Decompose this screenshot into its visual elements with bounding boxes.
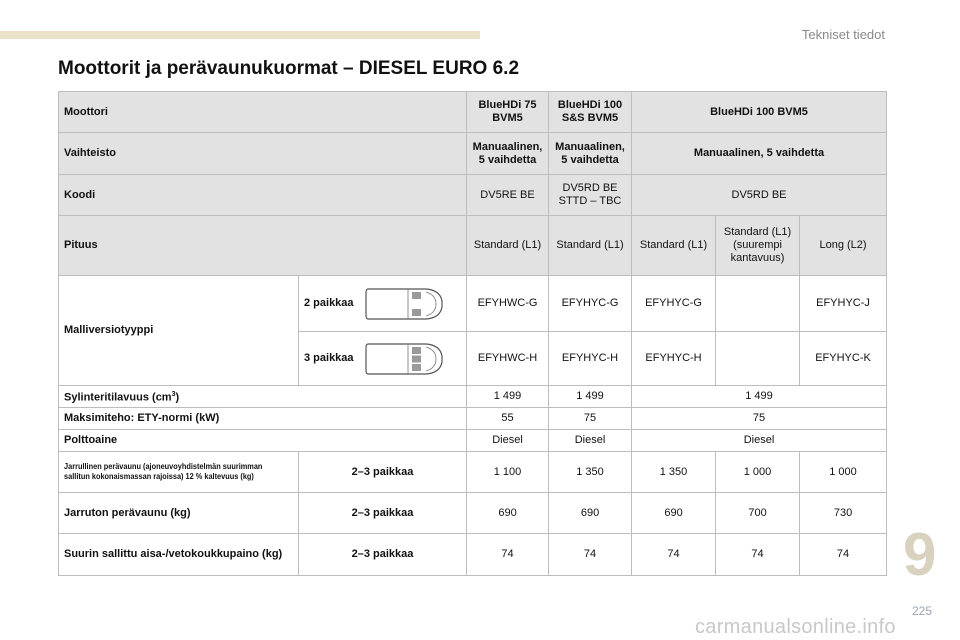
unbraked-col2: 690 <box>549 493 632 534</box>
model-row-2-seats <box>59 276 887 332</box>
fuel-col3: Diesel <box>632 430 887 452</box>
length-col5: Long (L2) <box>800 216 887 276</box>
page-title: Moottorit ja perävaunukuormat – DIESEL EURO 6.2 <box>58 58 520 79</box>
unbraked-col5: 730 <box>800 493 887 534</box>
code-col3: DV5RD BE <box>632 175 887 216</box>
unbraked-trailer-row <box>59 493 887 534</box>
length-col1: Standard (L1) <box>467 216 549 276</box>
chapter-number: 9 <box>903 521 937 588</box>
displacement-col3: 1 499 <box>632 386 887 408</box>
model3-col1: EFYHWC-H <box>467 332 549 386</box>
unbraked-trailer-seats: 2–3 paikkaa <box>299 493 467 534</box>
engine-row <box>59 92 887 133</box>
header-accent-bar <box>0 31 480 39</box>
model-seats-2 <box>299 276 467 332</box>
model-label: Malliversiotyyppi <box>59 276 299 386</box>
length-col2: Standard (L1) <box>549 216 632 276</box>
braked-col2: 1 350 <box>549 452 632 493</box>
gearbox-col1: Manuaalinen, 5 vaihdetta <box>467 133 549 175</box>
engine-col2: BlueHDi 100 S&S BVM5 <box>549 92 632 133</box>
model2-col2: EFYHYC-G <box>549 276 632 332</box>
unbraked-trailer-label: Jarruton perävaunu (kg) <box>59 493 299 534</box>
engine-col1: BlueHDi 75 BVM5 <box>467 92 549 133</box>
unbraked-col1: 690 <box>467 493 549 534</box>
noseweight-col1: 74 <box>467 534 549 576</box>
engine-label: Moottori <box>59 92 467 133</box>
power-col2: 75 <box>549 408 632 430</box>
braked-col3: 1 350 <box>632 452 716 493</box>
length-col4: Standard (L1) (suurempi kantavuus) <box>716 216 800 276</box>
engine-col3: BlueHDi 100 BVM5 <box>632 92 887 133</box>
noseweight-col5: 74 <box>800 534 887 576</box>
braked-trailer-label: Jarrullinen perävaunu (ajoneuvoyhdistelmän suurimman sallitun kokonaismassan rajoissa) 12 % kaltevuus (kg) <box>59 452 280 493</box>
fuel-row <box>59 430 887 452</box>
noseweight-col4: 74 <box>716 534 800 576</box>
noseweight-label: Suurin sallittu aisa-/vetokoukkupaino (kg) <box>59 534 299 576</box>
noseweight-col2: 74 <box>549 534 632 576</box>
watermark-text: carmanualsonline.info <box>695 616 896 638</box>
braked-col1: 1 100 <box>467 452 549 493</box>
power-col3: 75 <box>632 408 887 430</box>
noseweight-col3: 74 <box>632 534 716 576</box>
model2-col5: EFYHYC-J <box>800 276 887 332</box>
power-row <box>59 408 887 430</box>
noseweight-seats: 2–3 paikkaa <box>299 534 467 576</box>
fuel-col2: Diesel <box>549 430 632 452</box>
section-name: Tekniset tiedot <box>801 27 885 42</box>
model2-col3: EFYHYC-G <box>632 276 716 332</box>
braked-trailer-row <box>59 452 887 493</box>
van-2-seats-icon <box>364 283 444 325</box>
seats-3-label: 3 paikkaa <box>304 352 354 364</box>
displacement-col2: 1 499 <box>549 386 632 408</box>
model3-col2: EFYHYC-H <box>549 332 632 386</box>
gearbox-col2: Manuaalinen, 5 vaihdetta <box>549 133 632 175</box>
model2-col4 <box>716 276 800 332</box>
model-seats-3 <box>299 332 467 386</box>
braked-col4: 1 000 <box>716 452 800 493</box>
model3-col3: EFYHYC-H <box>632 332 716 386</box>
unbraked-col4: 700 <box>716 493 800 534</box>
length-label: Pituus <box>59 216 467 276</box>
code-col1: DV5RE BE <box>467 175 549 216</box>
code-col2: DV5RD BE STTD – TBC <box>549 175 632 216</box>
code-row <box>59 175 887 216</box>
unbraked-col3: 690 <box>632 493 716 534</box>
model2-col1: EFYHWC-G <box>467 276 549 332</box>
displacement-col1: 1 499 <box>467 386 549 408</box>
gearbox-col3: Manuaalinen, 5 vaihdetta <box>632 133 887 175</box>
length-row <box>59 216 887 276</box>
power-col1: 55 <box>467 408 549 430</box>
fuel-label: Polttoaine <box>59 430 467 452</box>
model3-col4 <box>716 332 800 386</box>
noseweight-row <box>59 534 887 576</box>
fuel-col1: Diesel <box>467 430 549 452</box>
gearbox-label: Vaihteisto <box>59 133 467 175</box>
gearbox-row <box>59 133 887 175</box>
power-label: Maksimiteho: ETY-normi (kW) <box>59 408 467 430</box>
displacement-row <box>59 386 887 408</box>
page-number: 225 <box>911 604 932 618</box>
code-label: Koodi <box>59 175 467 216</box>
van-3-seats-icon <box>364 338 444 380</box>
seats-2-label: 2 paikkaa <box>304 297 354 309</box>
braked-trailer-seats: 2–3 paikkaa <box>299 452 467 493</box>
engine-spec-table <box>58 91 887 576</box>
braked-col5: 1 000 <box>800 452 887 493</box>
model3-col5: EFYHYC-K <box>800 332 887 386</box>
length-col3: Standard (L1) <box>632 216 716 276</box>
displacement-label: Sylinteritilavuus $(cm^3)$ <box>59 386 467 408</box>
